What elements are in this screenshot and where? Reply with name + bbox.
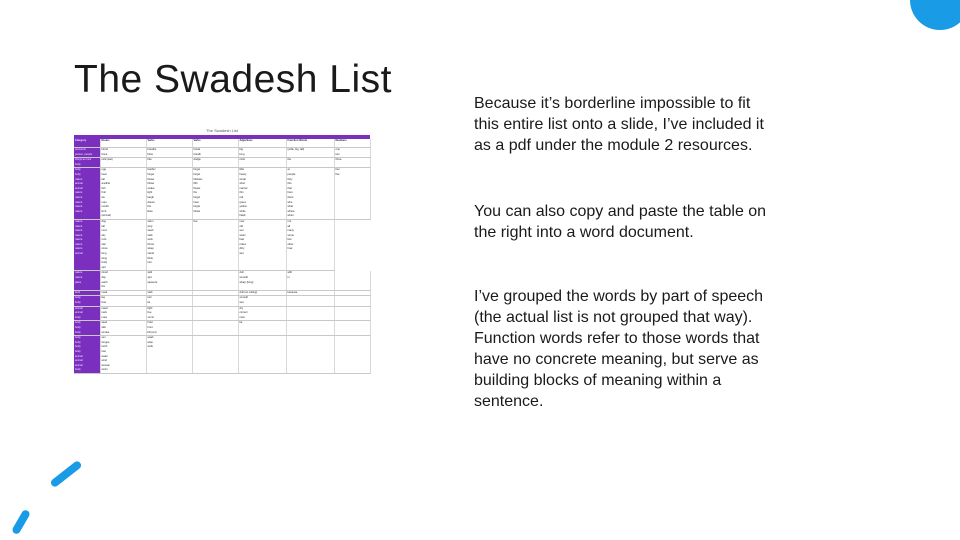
table-cell [334,306,370,321]
slide-title: The Swadesh List [74,58,393,101]
table-cell: forget forget follower filth flower fire forget hear forget follow [192,168,238,220]
table-cell [192,336,238,374]
table-cell: Verbs [192,139,238,148]
table-cell: little heavy small short narrow thin red green yellow white black [238,168,286,220]
table-cell: color [238,158,286,168]
table-cell: stab [146,290,192,296]
table-cell: split spit squeeze [146,271,192,290]
table-cell [192,296,238,306]
table-cell: seed skin smoke [100,321,146,336]
table-header-row [74,139,370,148]
table-cell: not all many some few other how [286,219,334,271]
table-cell: navel neck nose [100,306,146,321]
table-cell: big long [238,148,286,158]
table-cell: cold (wet) [100,158,146,168]
table-cell [286,306,334,321]
table-row [74,271,370,290]
table-cell [334,336,370,374]
paragraph-grouping-note: I’ve grouped the words by part of speech (the actual list is not grouped that way). Function words refer to those words that have no concrete meaning, but serve as building blocks of meaning within a sentence. [474,288,764,410]
table-row [74,296,370,306]
table-cell: body body nature animal animal nature nature nature nature nature [74,168,100,220]
table-cell [192,306,238,321]
table-cell [286,336,334,374]
paragraph-copy-note: You can also copy and paste the table on the right into a word document. [474,203,767,241]
table-cell: body body [74,296,100,306]
table-cell: Function Words [286,139,334,148]
table-cell: leg liver [100,296,146,306]
table-cell: dry correct near [238,306,286,321]
table-cell: wash wipe work [146,336,192,374]
table-title: The Swadesh List [206,128,238,133]
table-cell: Numbers [334,139,370,148]
table-cell: at people they this that here there who what where when [286,168,334,220]
table-cell: sun tongue tooth tree water wind woman worm [100,336,146,374]
table-cell: dodge [192,158,238,168]
decorative-dash-2 [11,509,31,536]
table-cell: animal animal body [74,306,100,321]
table-cell [238,336,286,374]
table-cell: Adjectives [238,139,286,148]
table-cell [192,321,238,336]
table-row [74,306,370,321]
table-row [74,336,370,374]
table-cell [334,321,370,336]
table-cell: turn tie [146,296,192,306]
corner-decoration-circle [910,0,960,30]
table-row [74,148,370,158]
table-cell [286,321,334,336]
table-cell: things at once body [74,158,100,168]
table-cell: because [286,290,334,296]
table-cell: Nouns [100,139,146,148]
table-cell: four five [334,168,370,220]
table-cell: nature nature place [74,271,100,290]
table-cell: swim sing swell stab suck throw sleep stand think turn [146,219,192,271]
paragraph-pdf-note: Because it’s borderline impossible to fit this entire list onto a slide, I’ve included it as a pdf under the module 2 resources. [474,95,764,154]
table-cell: far [238,321,286,336]
table-cell: body body body body animal animal animal body [74,336,100,374]
table-row [74,219,370,271]
table-cell: hold hunt kill (cut) [146,321,192,336]
table-cell: bite [146,158,192,168]
table-cell: live [192,219,238,271]
table-cell: pronouns person, people [74,148,100,158]
table-cell: with in [286,271,334,290]
table-cell: body body body [74,321,100,336]
table-cell: meat [100,290,146,296]
table-cell: break breath [192,148,238,158]
table-cell: food [74,290,100,296]
table-cell: fight live vomit [146,306,192,321]
table-cell: breathe blow [146,148,192,158]
table-cell: (wide, big, tall) [286,148,334,158]
table-cell: nature nature nature nature nature nature nature animal [74,219,100,271]
table-cell [286,296,334,306]
table-cell [334,271,370,290]
table-row [74,321,370,336]
decorative-dash-1 [49,460,82,488]
table-cell: dull smooth sharp (long) [238,271,286,290]
table-cell: feather forget flower follow snake light laugh dream fire likes [146,168,192,220]
table-cell: egg hear tail another fish fruit we rope mouth limb (animal) [100,168,146,220]
table-cell [334,296,370,306]
swadesh-table [74,139,371,374]
table-cell: dog tail mud sky rock star snow long wing body spit [100,219,146,271]
table-cell: the [286,158,334,168]
table-cell: three [334,158,370,168]
table-cell: Category [74,139,100,148]
table-row [74,158,370,168]
table-cell: blood bone [100,148,146,158]
table-cell: cloud day earth fire [100,271,146,290]
swadesh-table-image [74,126,370,446]
table-cell: new old sun warm bad rotten dirty wet [238,219,286,271]
table-row [74,168,370,220]
table-cell: dull (no cutting) [238,290,286,296]
table-cell: one two [334,148,370,158]
table-cell: Verbs [146,139,192,148]
table-cell: smooth wet [238,296,286,306]
table-cell [192,271,238,290]
